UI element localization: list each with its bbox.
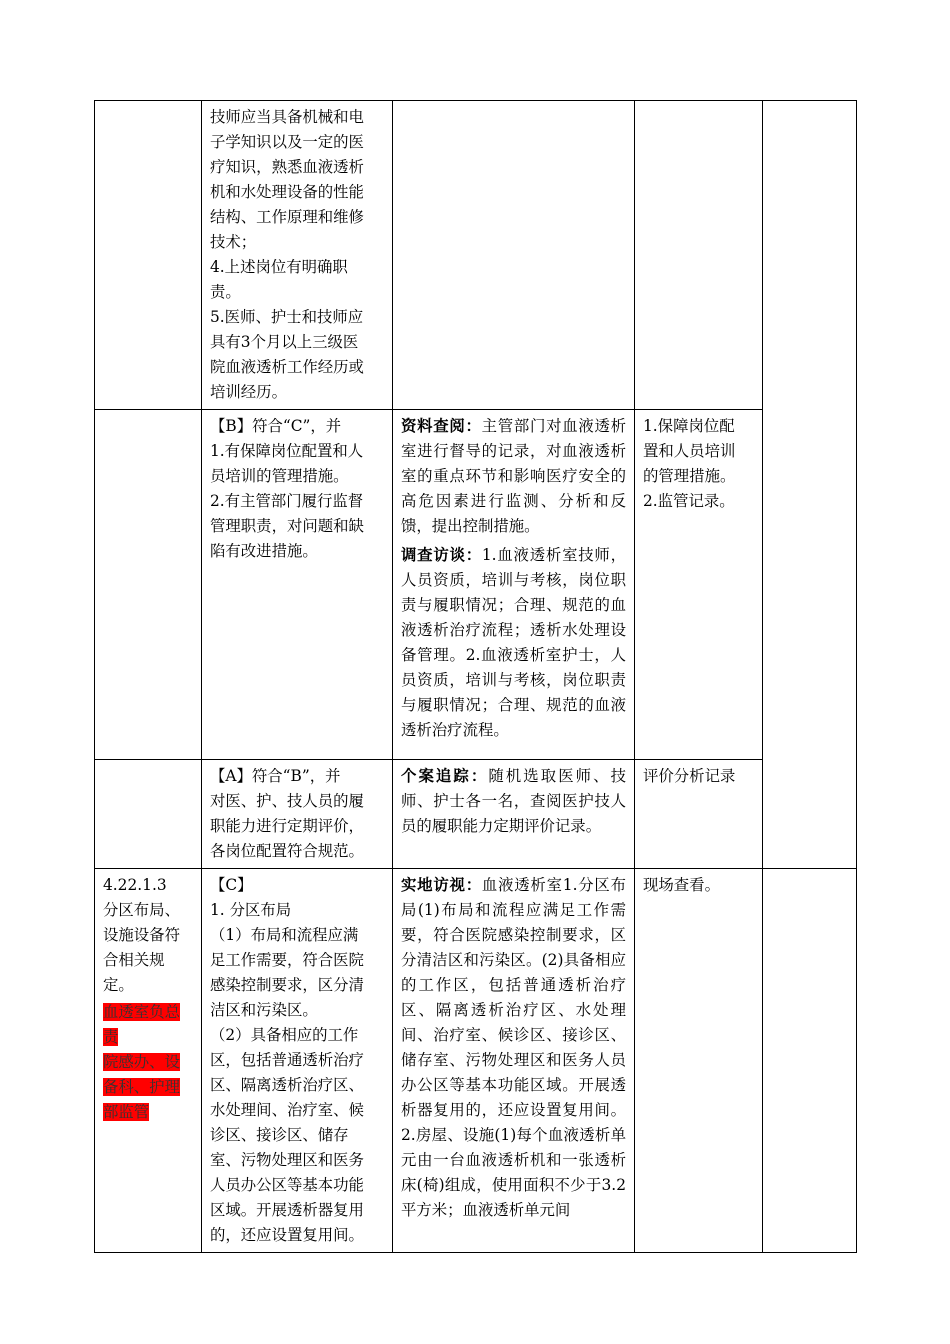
item-line: 定。 <box>103 976 134 994</box>
method-cell <box>393 101 635 410</box>
standard-line: 足工作需要，符合医院 <box>210 951 364 969</box>
item-line: 分区布局、 <box>103 901 180 919</box>
standard-line: 【A】符合“B”，并 <box>210 767 341 785</box>
evidence-cell <box>635 101 763 410</box>
standard-line: 水处理间、治疗室、候 <box>210 1101 364 1119</box>
standard-line: 4.上述岗位有明确职 <box>210 258 348 276</box>
evidence-line: 的管理措施。 <box>643 467 736 485</box>
method-cell <box>393 869 635 1253</box>
standard-cell <box>202 760 393 869</box>
score-cell <box>763 101 857 869</box>
standard-line: 管理职责，对问题和缺 <box>210 517 364 535</box>
table-row <box>95 101 857 410</box>
method-label: 个案追踪： <box>401 767 489 785</box>
standard-line: 室、污物处理区和医务 <box>210 1151 364 1169</box>
standard-line: 对医、护、技人员的履 <box>210 792 364 810</box>
item-line: 4.22.1.3 <box>103 876 167 894</box>
responsible-line: 血透室负总 <box>103 1003 180 1021</box>
standard-line: 职能力进行定期评价， <box>210 817 364 835</box>
method-cell <box>393 760 635 869</box>
standard-line: 区域。开展透析器复用 <box>210 1201 364 1219</box>
table-row <box>95 760 857 869</box>
item-cell <box>95 101 202 410</box>
standard-line: 技师应当具备机械和电 <box>210 108 364 126</box>
responsible-line: 部监管 <box>103 1103 150 1121</box>
standard-line: 院血液透析工作经历或 <box>210 358 364 376</box>
item-cell <box>95 410 202 760</box>
method-label: 实地访视： <box>401 876 482 894</box>
standard-line: （1）布局和流程应满 <box>210 926 359 944</box>
item-line: 合相关规 <box>103 951 165 969</box>
responsible-line: 院感办、设 <box>103 1053 180 1071</box>
standard-line: 各岗位配置符合规范。 <box>210 842 364 860</box>
method-document-review <box>401 414 626 539</box>
responsible-line: 备科、护理 <box>103 1078 180 1096</box>
standard-cell <box>202 101 393 410</box>
standard-line: 【C】 <box>210 876 253 894</box>
standard-line: 责。 <box>210 283 241 301</box>
score-cell <box>763 869 857 1253</box>
standard-line: 技术； <box>210 233 257 251</box>
standard-cell <box>202 410 393 760</box>
item-line: 设施设备符 <box>103 926 180 944</box>
standard-line: 洁区和污染区。 <box>210 1001 318 1019</box>
standard-line: 人员办公区等基本功能 <box>210 1176 364 1194</box>
method-text: 主管部门对血液透析室进行督导的记录，对血液透析室的重点环节和影响医疗安全的高危因素进行监测、分析和反馈，提出控制措施。 <box>401 417 626 535</box>
evidence-line: 2.监管记录。 <box>643 492 735 510</box>
standard-line: 员培训的管理措施。 <box>210 467 349 485</box>
standard-line: 1. 分区布局 <box>210 901 292 919</box>
standard-line: 2.有主管部门履行监督 <box>210 492 364 510</box>
method-interview <box>401 543 626 743</box>
evidence-text: 现场查看。 <box>643 876 720 894</box>
standard-line: 培训经历。 <box>210 383 287 401</box>
method-label: 资料查阅： <box>401 417 482 435</box>
standard-cell <box>202 869 393 1253</box>
evidence-cell <box>635 410 763 760</box>
evidence-line: 置和人员培训 <box>643 442 736 460</box>
standard-line: 机和水处理设备的性能 <box>210 183 364 201</box>
standard-line: 区、隔离透析治疗区、 <box>210 1076 364 1094</box>
standard-line: （2）具备相应的工作 <box>210 1026 359 1044</box>
table-row <box>95 410 857 760</box>
standard-line: 5.医师、护士和技师应 <box>210 308 364 326</box>
standard-line: 感染控制要求，区分清 <box>210 976 364 994</box>
standard-line: 疗知识，熟悉血液透析 <box>210 158 364 176</box>
standard-line: 陷有改进措施。 <box>210 542 318 560</box>
evidence-text: 评价分析记录 <box>643 767 736 785</box>
responsible-line: 责 <box>103 1028 119 1046</box>
standard-line: 1.有保障岗位配置和人 <box>210 442 364 460</box>
standard-line: 诊区、接诊区、储存 <box>210 1126 349 1144</box>
standards-table <box>94 100 857 1253</box>
standard-line: 子学知识以及一定的医 <box>210 133 364 151</box>
method-label: 调查访谈： <box>401 546 482 564</box>
item-cell <box>95 760 202 869</box>
item-cell <box>95 869 202 1253</box>
evidence-cell <box>635 869 763 1253</box>
method-cell <box>393 410 635 760</box>
evidence-line: 1.保障岗位配 <box>643 417 735 435</box>
method-text: 血液透析室1.分区布局(1)布局和流程应满足工作需要，符合医院感染控制要求，区分清洁区和污染区。(2)具备相应的工作区，包括普通透析治疗区、隔离透析治疗区、水处理间、治疗室、候诊区、接诊区、储存室、污物处理区和医务人员办公区等基本功能区域。开展透析器复用的，还应设置复用间。2.房屋、设施(1)每个血液透析单元由一台血液透析机和一张透析床(椅)组成，使用面积不少于3.2平方米；血液透析单元间 <box>401 876 626 1219</box>
standard-line: 区，包括普通透析治疗 <box>210 1051 364 1069</box>
table-row <box>95 869 857 1253</box>
responsible-highlight <box>103 1000 193 1125</box>
method-text: 1.血液透析室技师，人员资质，培训与考核，岗位职责与履职情况；合理、规范的血液透析治疗流程；透析水处理设备管理。2.血液透析室护士，人员资质，培训与考核，岗位职责与履职情况；合理、规范的血液透析治疗流程。 <box>401 546 626 739</box>
standard-line: 【B】符合“C”，并 <box>210 417 342 435</box>
standard-line: 的，还应设置复用间。 <box>210 1226 364 1244</box>
evidence-cell <box>635 760 763 869</box>
method-text: 随机选取医师、技师、护士各一名，查阅医护技人员的履职能力定期评价记录。 <box>401 767 626 835</box>
standard-line: 具有3个月以上三级医 <box>210 333 359 351</box>
standard-line: 结构、工作原理和维修 <box>210 208 364 226</box>
